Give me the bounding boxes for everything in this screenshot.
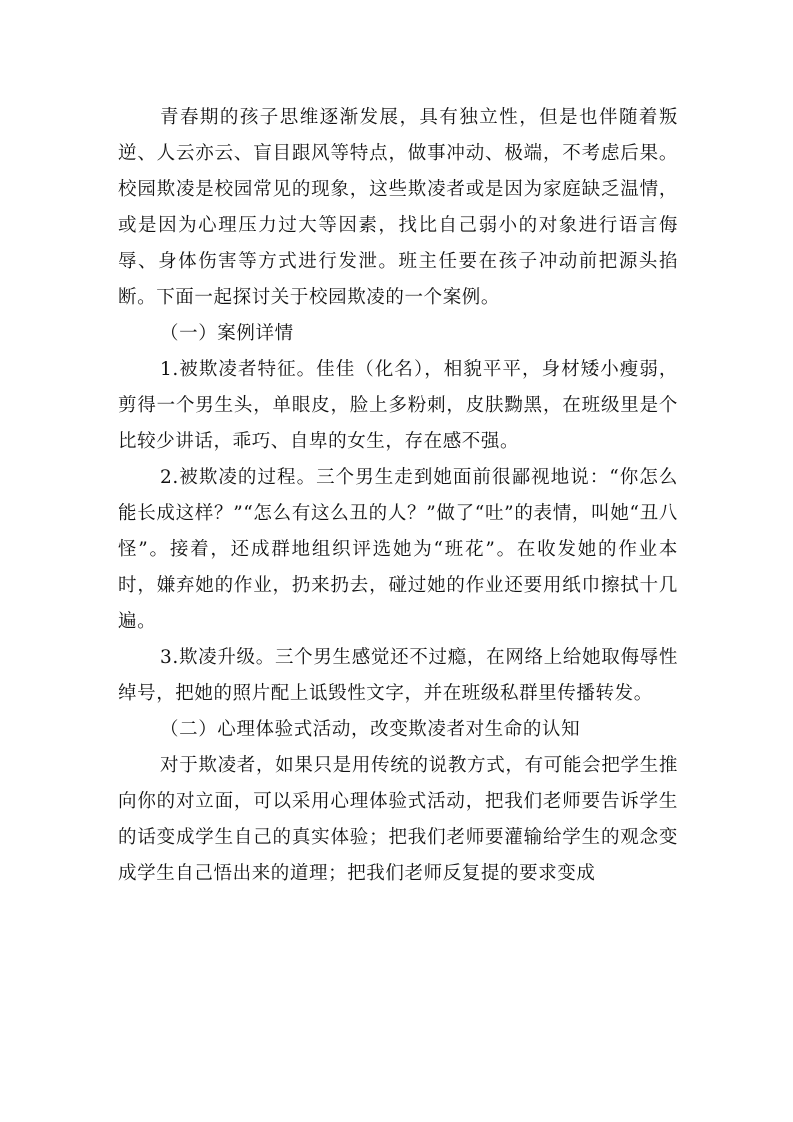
document-body [118,100,678,892]
section-heading-case-details: （一）案例详情 [160,323,294,344]
intro-paragraph: 青春期的孩子思维逐渐发展，具有独立性，但是也伴随着叛逆、人云亦云、盲目跟风等特点，做事冲动、极端，不考虑后果。校园欺凌是校园常见的现象，这些欺凌者或是因为家庭缺乏温情，或是因为心理压力过大等因素，找比自己弱小的对象进行语言侮辱、身体伤害等方式进行发泄。班主任要在孩子冲动前把源头掐断。下面一起探讨关于校园欺凌的一个案例。 [118,107,678,308]
psych-activity-paragraph: 对于欺凌者，如果只是用传统的说教方式，有可能会把学生推向你的对立面，可以采用心理体验式活动，把我们老师要告诉学生的话变成学生自己的真实体验；把我们老师要灌输给学生的观念变成学生自己悟出来的道理；把我们老师反复提的要求变成 [118,755,678,884]
victim-traits-paragraph: 1.被欺凌者特征。佳佳（化名），相貌平平，身材矮小瘦弱，剪得一个男生头，单眼皮，脸上多粉刺，皮肤黝黑，在班级里是个比较少讲话，乖巧、自卑的女生，存在感不强。 [118,359,678,452]
section-heading-psych-activity: （二）心理体验式活动，改变欺凌者对生命的认知 [160,719,581,740]
bullying-escalation-paragraph: 3.欺凌升级。三个男生感觉还不过瘾，在网络上给她取侮辱性绰号，把她的照片配上诋毁性文字，并在班级私群里传播转发。 [118,647,678,704]
bullying-process-paragraph: 2.被欺凌的过程。三个男生走到她面前很鄙视地说：“你怎么能长成这样？”“怎么有这么丑的人？”做了“吐”的表情，叫她“丑八怪”。接着，还成群地组织评选她为“班花”。在收发她的作业本时，嫌弃她的作业，扔来扔去，碰过她的作业还要用纸巾擦拭十几遍。 [118,467,678,632]
